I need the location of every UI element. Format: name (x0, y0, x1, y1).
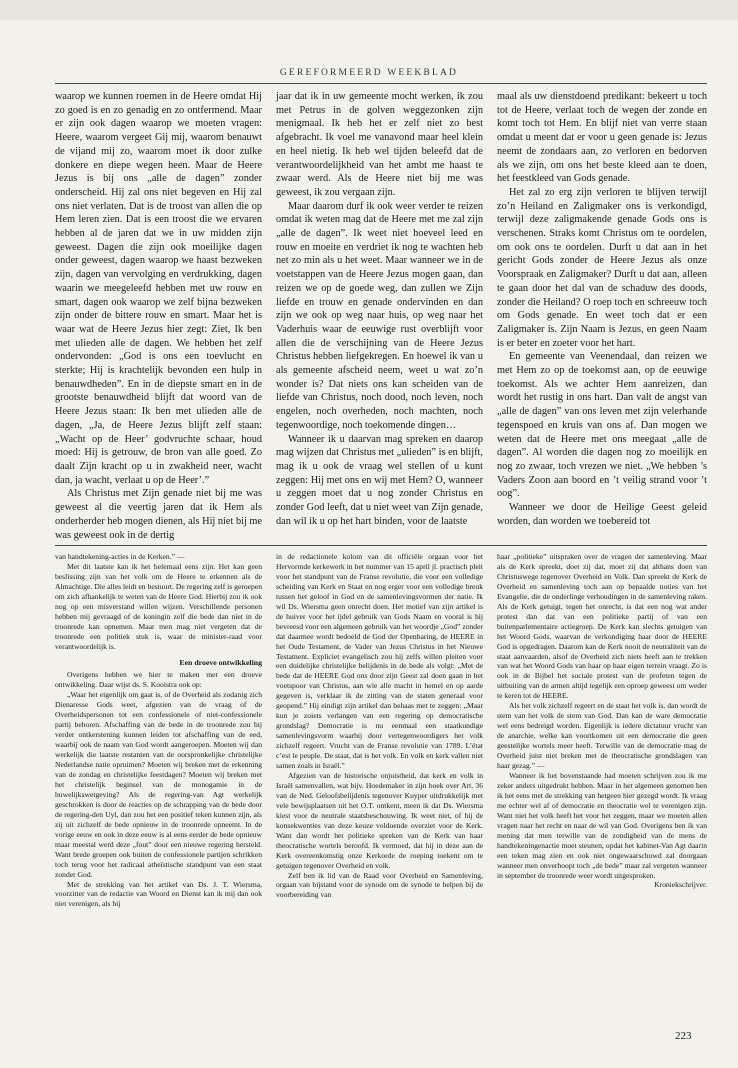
paragraph: „Waar het eigenlijk om gaat is, of de Overheid als zodanig zich Dienaresse Gods weet, afgezien van de vraag of de Overheidspersonen tot een confessionele of niet-confessionele partij behoren. Afschaffing van de bede in de troonrede zou bij verder ontkerstening kunnen leiden tot afschaffing van de eed, waarbij ook de naam van God wordt aangeroepen. Moeten wij dan werkelijk die laatste restanten van de oorspronkelijke christelijke Nederlandse natie opruimen? Moeten wij breken met de erkenning van de zondag en christelijke feestdagen? Moeten wij breken met het christelijk beginsel van de monogamie in de huwelijkswetgeving? Als de regering-van Agt werkelijk geschrokken is door de reacties op de schrapping van de bede door de regering-den Uyl, dan zou het een positief teken kunnen zijn, als zij uit zichzelf de bede opnieuw in de troonrede opneemt. In de vorige eeuw en ook in deze eeuw is al eens eerder de bede opnieuw maar meestal werd deze „fout” door een nieuwe regering hersteld. Want brede groepen ook buiten de confessionele partijen schrikken toch terug voor het radicaal atheïstische standpunt van een staat zonder God. (55, 690, 262, 879)
paragraph: in de redactionele kolom van dit officiële orgaan voor het Hervormde kerkewerk in het nummer van 15 april jl. practisch pleit voor het standpunt van de Franse revolutie, die voor een volledige scheiding van Kerk en Staat en nog erger voor een volledige breuk tussen het geloof in God en de samenlevingsvormen der natie. Ik wil Ds. Wiersma geen onrecht doen. Het motief van zijn artikel is de huiver voor het ijdel gebruik van Gods Naam en vooral is hij bevreesd voor een algemeen gebruik van het woordje „God” zonder dat daarmee wordt bedoeld de God der Openbaring, de HEERE in het Oude Testament, de Vader van Jezus Christus in het Nieuwe Testament. Expliciet evangelisch zou hij zelfs willen pleiten voor een duidelijke christelijke belijdenis in de bede als volgt: „Met de bede dat de HEERE God ons door zijn Geest zal doen gaan in het voetspoor van Christus, aan wie alle macht in hemel en op aarde gegeven is, verklaar ik de zitting van de staten generaal voor geopend.” Hij eindigt zijn artikel dan behaas met te zeggen: „Maar kun je zoiets verlangen van een regering op democratische grondslag? Democratie is nu eenmaal een staatkundige samenlevingsvorm waarbij door vertegenwoordigers het volk zichzelf regeert. Vrucht van de Franse revolutie van 1789. L’état c’est le peuple. De staat, dat is het volk. En volk en kerk vallen niet samen zoals in Israël.” (276, 552, 483, 771)
page-number: 223 (675, 1030, 692, 1042)
paragraph: Zelf ben ik lid van de Raad voor Overheid en Samenleving, orgaan van bijstand voor de synode om de synode te helpen bij de voorbereiding van (276, 870, 483, 900)
paragraph: Wanneer ik het bovenstaande had moeten schrijven zou ik me zeker anders uitgedrukt hebben. Maar in het algemeen genomen ben ik het eens met de strekking van hetgeen hier gezegd wordt. Ik vraag me echter wel af of democratie en theocratie wel te verenigen zijn. Want niet het volk heeft het voor het zeggen, maar we moeten allen vragen naar het recht en naar de wil van God. Overigens ben ik van mening dat men terwille van de zondigheid van de mens de handtekeningenactie moet steunen, opdat het kabinet-Van Agt daarin een teken mag zien en ook niet ongewaarschuwd zal doorgaan wanneer men onverhoopt toch „de bede” maar zal vergeten wanneer in september de troonrede weer wordt uitgesproken. (497, 770, 707, 880)
upper-column-3 (497, 90, 707, 532)
paragraph: Maar daarom durf ik ook weer verder te reizen omdat ik weten mag dat de Heere met me zal zijn „alle de dagen”. Ik weet niet hoeveel leed en rouw en moeite en verdriet ik nog te wachten heb net zo min als u het weet. Maar wanneer we in de voetstappen van de Heere Jezus mogen gaan, dan reizen we op de goede weg, dan zullen we Zijn liefde en trouw en genade ondervinden en dan zijn we ook op weg naar huis, op weg naar het Vaderhuis waar de eeuwige rust overblijft voor allen die de verschijning van de Heere Jezus Christus hebben liefgekregen. En hoewel ik van u als gemeente afscheid neem, weet u wat zo’n wonder is? Dat niets ons kan scheiden van de liefde van Christus, noch dood, noch leven, noch engelen, noch overheden, noch machten, noch tegenwoordige, noch toekomende dingen… (276, 200, 483, 431)
paragraph: Met dit laatste kan ik het helemaal eens zijn. Het kan geen beslissing zijn van het volk om de Heere te erkennen als de Almachtige. Die alles leidt en bestuurt. De regering zelf is geroepen om zich afhankelijk te weten van de Heere God. Hierbij zou ik ook nog op een misverstand willen wijzen. Verschillende personen hebben mij gevraagd of de koningin zelf die bede dan niet in de troonrede kan opnemen. Maar men mag niet vergeten dat de troonrede een politiek stuk is, waar de minister-raad voor verantwoordelijk is. (55, 561, 262, 651)
signature: Kroniekschrijver. (654, 880, 707, 890)
paragraph: jaar dat ik in uw gemeente mocht werken, ik zou met Petrus in de golven weggezonken zijn menigmaal. Ik heb het er zelf niet zo best afgebracht. Ik voel me vanavond maar heel klein en heel nietig. Ik heb wel tijden beleefd dat de verantwoordelijkheid van het ambt me haast te zwaar werd. Als de Heere niet bij me was geweest, ik zou vergaan zijn. (276, 91, 483, 198)
upper-column-1 (55, 90, 262, 541)
header-rule (55, 83, 707, 84)
paragraph: Wanneer we door de Heilige Geest geleid worden, dan worden we toebereid tot (497, 502, 707, 527)
lower-column-1 (55, 552, 262, 1028)
paragraph: Wanneer ik u daarvan mag spreken en daarop mag wijzen dat Christus met „ulieden” is en blijft, mag ik u ook de vraag wel stellen of u kunt zeggen: Hij met ons en wij met Hem? O, wanneer u zeggen moet dat u nog zonder Christus en zonder God leeft, dat u niet weet van Zijn genade, dan wil ik u op het hart binden, voor de laatste (276, 433, 483, 527)
paragraph: Als het volk zichzelf regeert en de staat het volk is, dan wordt de stem van het volk de stem van God. Dan kan de ware democratie wel eens bedreigd worden. Eigenlijk is iedere dictatuur vrucht van de anarchie, welke kan voortkomen uit een democratie die geen geestelijke wortels meer heeft. Terwille van de democratie mag de Overheid juist niet breken met de theocratische grondslagen van haar gezag.” — (497, 701, 707, 771)
paragraph: Met de strekking van het artikel van Ds. J. T. Wiersma, voorzitter van de redactie van Woord en Dienst kan ik mij dan ook niet verenigen, als hij (55, 879, 262, 909)
paragraph: Het zal zo erg zijn verloren te blijven terwijl zo’n Heiland en Zaligmaker ons is verkondigd, terwijl deze zaligmakende genade Gods ons is verschenen. Straks komt Christus om te oordelen, om ook ons te oordelen. Durft u dat aan in het gericht Gods zonder de Heere Jezus als onze Voorspraak en Zaligmaker? Durft u dat aan, alleen te gaan door het dal van de schaduw des doods, zonder die Heiland? O roep toch en schreeuw toch om Gods genade. En weet toch dat er een Zaligmaker is. Zijn Naam is Jezus, en geen Naam is er beter en zoeter voor het hart. (497, 186, 707, 349)
section-heading: Een droeve ontwikkeling (179, 657, 262, 667)
lower-column-2 (276, 552, 483, 1028)
scan-edge (0, 0, 738, 20)
paragraph: En gemeente van Veenendaal, dan reizen we met Hem zo op de toekomst aan, op de eeuwige toekomst. Als we achter Hem aanreizen, dan wordt het rustig in ons hart. Dan valt de angst van „alle de dagen” van ons leven met zijn velerhande tegenspoed en kruis van ons af. Dan mogen we weten dat de Heere met ons meegaat „alle de dagen”. Al worden die dagen nog zo moeilijk en nog zo zwaar, toch vrezen we niet. „We hebben ’s Vaders Zoon aan boord en ’t veilig strand voor ’t oog”. (497, 351, 707, 500)
paragraph: maal als uw dienstdoend predikant: bekeert u toch tot de Heere, verlaat toch de wegen der zonde en komt toch tot Hem. En blijf niet van verre staan omdat u meent dat er voor u geen genade is: Jezus neemt de zondaars aan, zo verloren en bedorven als we zijn, om ons het beste kleed aan te doen, het feestkleed van Gods genade. (497, 91, 707, 185)
lower-column-3 (497, 552, 707, 1028)
paragraph: Als Christus met Zijn genade niet bij me was geweest al die veertig jaren dat ik Hem als onderherder heb mogen dienen, als Hij niet bij me was geweest ook in de dertig (55, 488, 262, 541)
paragraph: Afgezien van de historische onjuistheid, dat kerk en volk in Israël samenvallen, wat bijv. Hoedemaker in zijn boek over Art. 36 van de Ned. Geloofsbelijdenis tegenover Kuyper uitdrukkelijk met vele bewijsplaatsen uit het O.T. ontkent, meen ik dat Ds. Wiersma kiest voor de neutrale staatsbeschouwing. Ik weet niet, of hij de konsekwenties van deze keuze voldoende overziet voor de Kerk. Want dan wordt het politieke spreken van de Kerk van haar theocratische wortels beroofd. Ik vermoed, dat hij in deze aan de Kerk overeenkomstig onze Kerkorde de roeping toekent om te getuigen tegenover Overheid en volk. (276, 770, 483, 870)
paragraph: haar „politieke” uitspraken over de vragen der samenleving. Maar als de Kerk spreekt, doet zij dat, moet zij dat althans doen van Christuswege tegenover Overheid en Volk. Dan spreekt de Kerk de Overheid en samenleving toch aan op bepaalde noties van het Evangelie, die de onderlinge verhoudingen in de samenleving raken. Als de Kerk getuigt, tegen het onrecht, is dat een nog wat ander protest dan dat van een politieke partij of van een buitenparlementaire actiegroep. De Kerk kan slechts getuigen van het Woord Gods, waarvan de verkondiging haar door de HEERE God is opgedragen. Daarom kan de Kerk nooit de neutraliteit van de staat aanvaarden, alsof de Overheid zich niets heeft aan te trekken van wat het Woord Gods van haar op haar eigen terrein vraagt. Zo is ook in de Bijbel het sociale protest van de profeten tegen de uitbuiting van de armen altijd tegelijk een oproep geweest om weder te keren tot de HEERE. (497, 552, 707, 701)
paragraph: Overigens hebben we hier te maken met een droeve ontwikkeling. Daar wijst ds. S. Kooistra ook op: (55, 670, 262, 690)
upper-column-2 (276, 90, 483, 532)
running-header: GEREFORMEERD WEEKBLAD (279, 68, 459, 78)
section-divider (55, 545, 707, 546)
paragraph: waarop we kunnen roemen in de Heere omdat Hij zo goed is en zo genadig en zo ontfermend. Maar er zijn ook dagen waarop we moeten vragen: Heere, waarom vergeet Gij mij, waarom benauwt de vijand mij zo, waarom moet ik door zulke donkere en diepe wegen heen. Maar de Heere Jezus is bij ons „alle de dagen” zonder onderscheid. Hij zal ons niet begeven en Hij zal ons niet verlaten. Dat is de troost van allen die op Hem leren zien. Dat is een troost die we ervaren hebben al de jaren dat we in uw midden zijn geweest. Dagen die zijn ook moeilijke dagen onder geweest, dagen waarop we haast bezweken zijn, dagen van vervolging en verdrukking, dagen waarin we meegeleefd hebben met uw rouw en smart, dagen ook waarop we zelf bijna bezweken zijn onder de bittere rouw en smart. Maar het is waar wat de Heere Jezus hier zegt: Ziet, Ik ben met ulieden alle de dagen. We hebben het zelf ondervonden: „God is ons een toevlucht en sterkte; Hij is krachtelijk bevonden een hulp in benauwdheden”. En in de diepste smart en in de grootste benauwdheid blijft dat woord van de Heere Jezus staan: Ik ben met ulieden alle de dagen, „Ja, de Heere Jezus blijft zelf staan: „Wacht op de Heer’ godvruchte schaar, houd moed: Hij is getrouw, de bron van alle goed. Zo daalt Zijn kracht op u in zwakheid neer, wacht dan, ja wacht, verlaat u op de Heer’.” (55, 91, 262, 486)
paragraph: van handtekening-acties in de Kerken.” — (55, 552, 185, 561)
